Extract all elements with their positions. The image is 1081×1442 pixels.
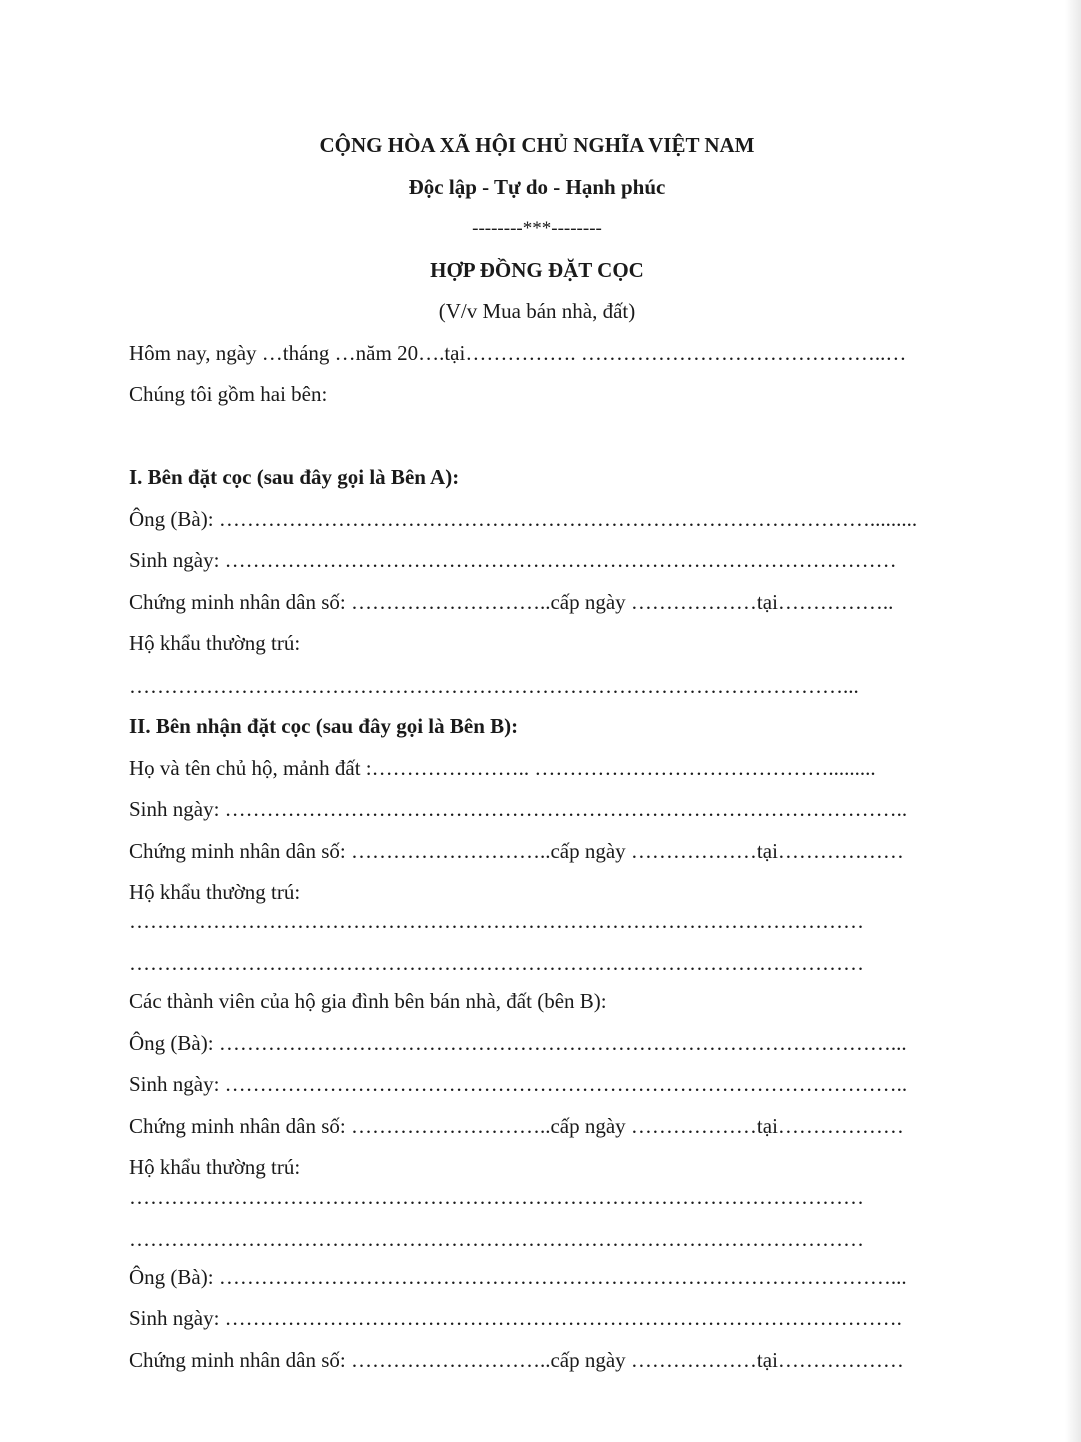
date-place-line: Hôm nay, ngày …tháng …năm 20….tại……………. ……………………………………..… (129, 341, 907, 365)
party-a-residence-label: Hộ khẩu thường trú: (129, 631, 301, 655)
party-a-name-field: Ông (Bà): …………………………………………………………………………………......... (129, 507, 918, 531)
parties-intro: Chúng tôi gồm hai bên: (129, 382, 328, 406)
national-title: CỘNG HÒA XÃ HỘI CHỦ NGHĨA VIỆT NAM (319, 133, 755, 157)
national-motto: Độc lập - Tự do - Hạnh phúc (408, 175, 666, 199)
document-subtitle: (V/v Mua bán nhà, đất) (438, 299, 636, 323)
party-b-birth-field: Sinh ngày: …………………………………………………………………………………….. (129, 797, 908, 821)
party-a-residence-dots: …………………………………………………………………………………………... (129, 674, 859, 698)
party-b-id-field: Chứng minh nhân dân số: ………………………..cấp ngày ………………tại……………… (129, 839, 904, 863)
party-a-id-field: Chứng minh nhân dân số: ………………………..cấp ngày ………………tại…………….. (129, 590, 894, 614)
member-1-id-field: Chứng minh nhân dân số: ………………………..cấp ngày ………………tại……………… (129, 1114, 904, 1138)
member-1-name-field: Ông (Bà): ……………………………………………………………………………………... (129, 1031, 907, 1055)
party-a-heading: I. Bên đặt cọc (sau đây gọi là Bên A): (129, 465, 460, 489)
member-2-birth-field: Sinh ngày: ……………………………………………………………………………………. (129, 1306, 902, 1330)
member-1-residence-label: Hộ khẩu thường trú: (129, 1155, 301, 1179)
party-a-birth-field: Sinh ngày: …………………………………………………………………………………… (129, 548, 897, 572)
member-1-residence-dots-2: …………………………………………………………………………………………… (129, 1227, 864, 1251)
document-title: HỢP ĐỒNG ĐẶT CỌC (430, 258, 644, 282)
party-b-heading: II. Bên nhận đặt cọc (sau đây gọi là Bên B): (129, 714, 519, 738)
party-b-residence-label: Hộ khẩu thường trú: (129, 880, 301, 904)
member-1-residence-dots-1: …………………………………………………………………………………………… (129, 1185, 864, 1209)
member-2-id-field: Chứng minh nhân dân số: ………………………..cấp ngày ………………tại……………… (129, 1348, 904, 1372)
member-2-name-field: Ông (Bà): ……………………………………………………………………………………... (129, 1265, 907, 1289)
header-separator: --------***-------- (472, 218, 602, 239)
member-1-birth-field: Sinh ngày: …………………………………………………………………………………….. (129, 1072, 908, 1096)
party-b-owner-field: Họ và tên chủ hộ, mảnh đất :………………….. ……………………………………......... (129, 756, 876, 780)
party-b-members-label: Các thành viên của hộ gia đình bên bán nhà, đất (bên B): (129, 989, 607, 1013)
party-b-residence-dots-2: …………………………………………………………………………………………… (129, 951, 864, 975)
party-b-residence-dots-1: …………………………………………………………………………………………… (129, 909, 864, 933)
